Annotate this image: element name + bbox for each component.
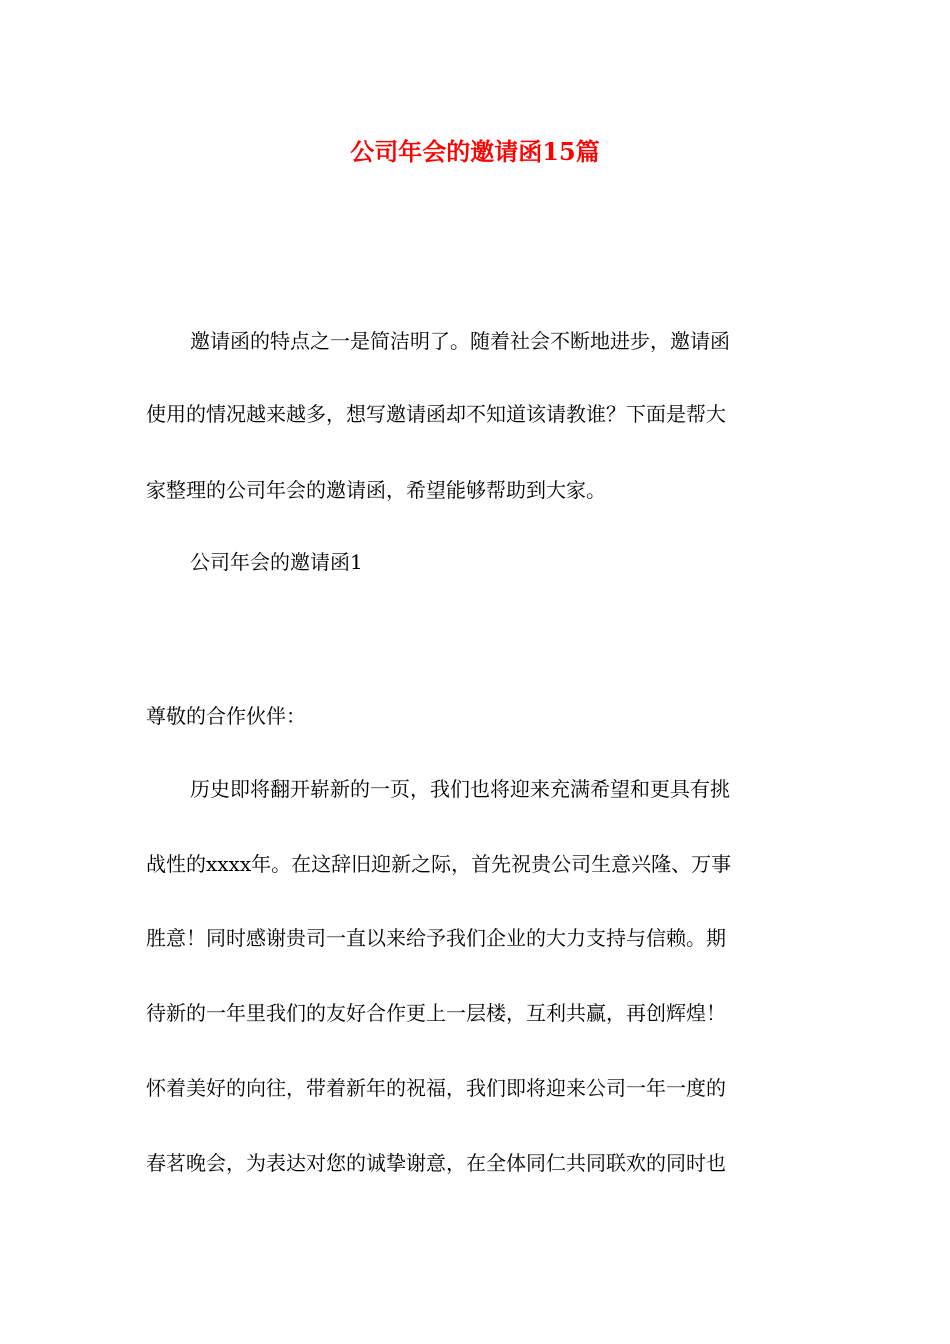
intro-line-2: 使用的情况越来越多，想写邀请函却不知道该请教谁？下面是帮大 [146,402,726,426]
document-title: 公司年会的邀请函15篇 [350,137,600,166]
body-line-2: 战性的xxxx年。在这辞旧迎新之际，首先祝贵公司生意兴隆、万事 [146,852,732,876]
body-line-3: 胜意！同时感谢贵司一直以来给予我们企业的大力支持与信赖。期 [146,926,726,950]
body-line-6: 春茗晚会，为表达对您的诚挚谢意，在全体同仁共同联欢的同时也 [146,1151,726,1175]
body-line-1: 历史即将翻开崭新的一页，我们也将迎来充满希望和更具有挑 [190,777,730,801]
body-line-4: 待新的一年里我们的友好合作更上一层楼，互利共赢，再创辉煌！ [146,1001,726,1025]
body-line-5: 怀着美好的向往，带着新年的祝福，我们即将迎来公司一年一度的 [146,1076,726,1100]
intro-line-3: 家整理的公司年会的邀请函，希望能够帮助到大家。 [146,478,606,502]
section-heading-1: 公司年会的邀请函1 [190,550,363,574]
intro-line-1: 邀请函的特点之一是简洁明了。随着社会不断地进步，邀请函 [190,329,730,353]
salutation: 尊敬的合作伙伴： [146,704,306,728]
